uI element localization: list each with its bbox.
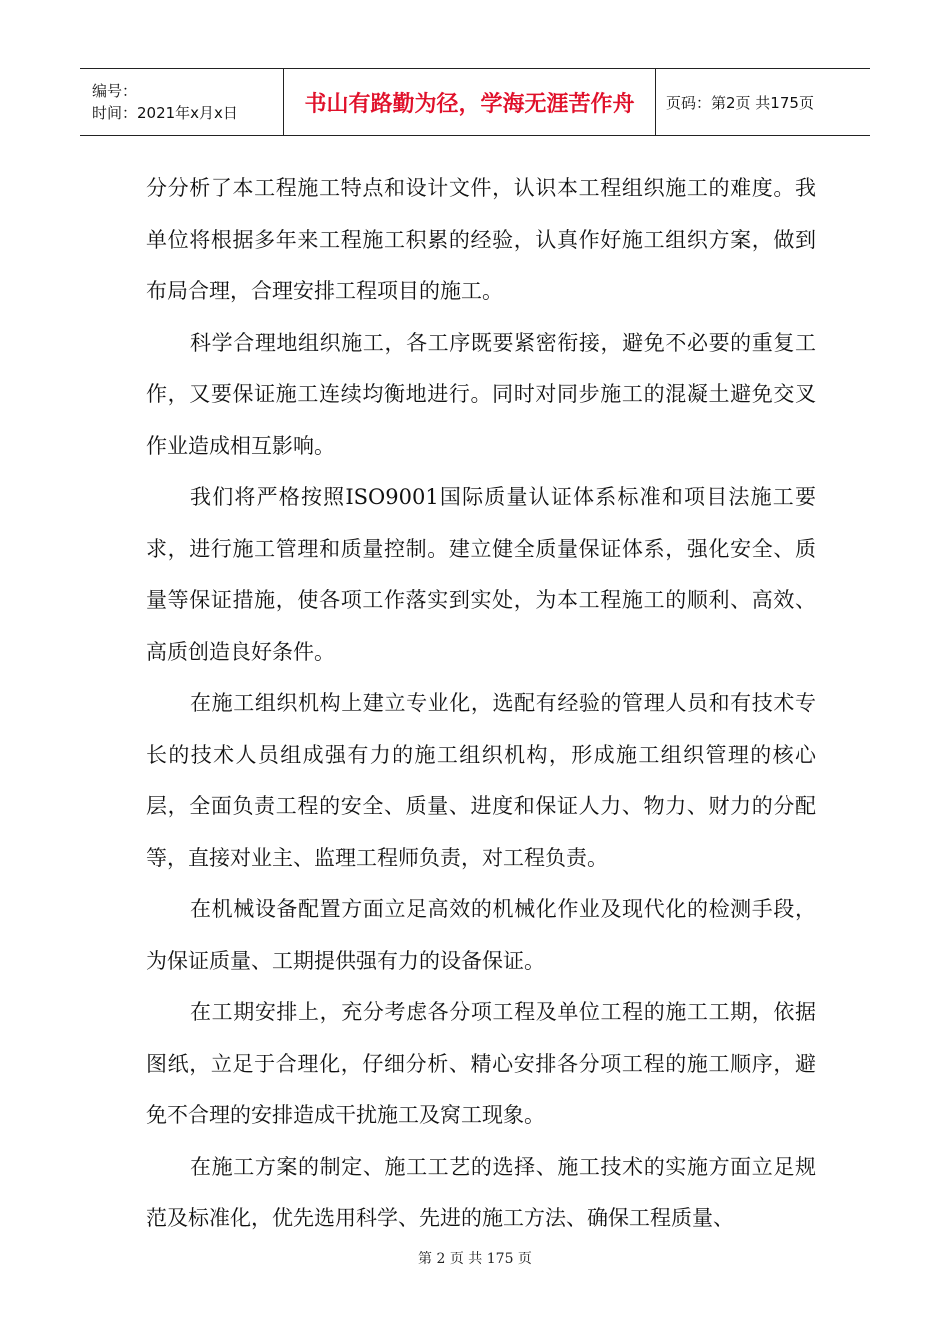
header-motto: 书山有路勤为径，学海无涯苦作舟 xyxy=(284,69,656,135)
document-number-label: 编号： xyxy=(92,82,138,100)
document-date: 时间：2021年x月x日 xyxy=(92,104,238,122)
header-meta xyxy=(80,69,284,135)
page-header xyxy=(80,68,870,136)
paragraph: 在施工方案的制定、施工工艺的选择、施工技术的实施方面立足规范及标准化，优先选用科学、先进的施工方法、确保工程质量、 xyxy=(146,1154,816,1230)
paragraph: 我们将严格按照ISO9001国际质量认证体系标准和项目法施工要求，进行施工管理和质量控制。建立健全质量保证体系，强化安全、质量等保证措施，使各项工作落实到实处，为本工程施工的顺利、高效、高质创造良好条件。 xyxy=(146,485,816,664)
paragraph: 在工期安排上，充分考虑各分项工程及单位工程的施工工期，依据图纸，立足于合理化，仔细分析、精心安排各分项工程的施工顺序，避免不合理的安排造成干扰施工及窝工现象。 xyxy=(146,1000,816,1127)
paragraph: 在机械设备配置方面立足高效的机械化作业及现代化的检测手段，为保证质量、工期提供强有力的设备保证。 xyxy=(146,897,816,973)
document-body xyxy=(146,163,816,1245)
header-page-info: 页码：第2页 共175页 xyxy=(666,93,814,112)
page-footer: 第 2 页 共 175 页 xyxy=(418,1251,532,1267)
paragraph: 分分析了本工程施工特点和设计文件，认识本工程组织施工的难度。我单位将根据多年来工程施工积累的经验，认真作好施工组织方案，做到布局合理，合理安排工程项目的施工。 xyxy=(146,176,816,303)
paragraph: 科学合理地组织施工，各工序既要紧密衔接，避免不必要的重复工作，又要保证施工连续均衡地进行。同时对同步施工的混凝土避免交叉作业造成相互影响。 xyxy=(146,330,816,458)
paragraph: 在施工组织机构上建立专业化，选配有经验的管理人员和有技术专长的技术人员组成强有力的施工组织机构，形成施工组织管理的核心层，全面负责工程的安全、质量、进度和保证人力、物力、财力的分配等，直接对业主、监理工程师负责，对工程负责。 xyxy=(146,691,816,870)
